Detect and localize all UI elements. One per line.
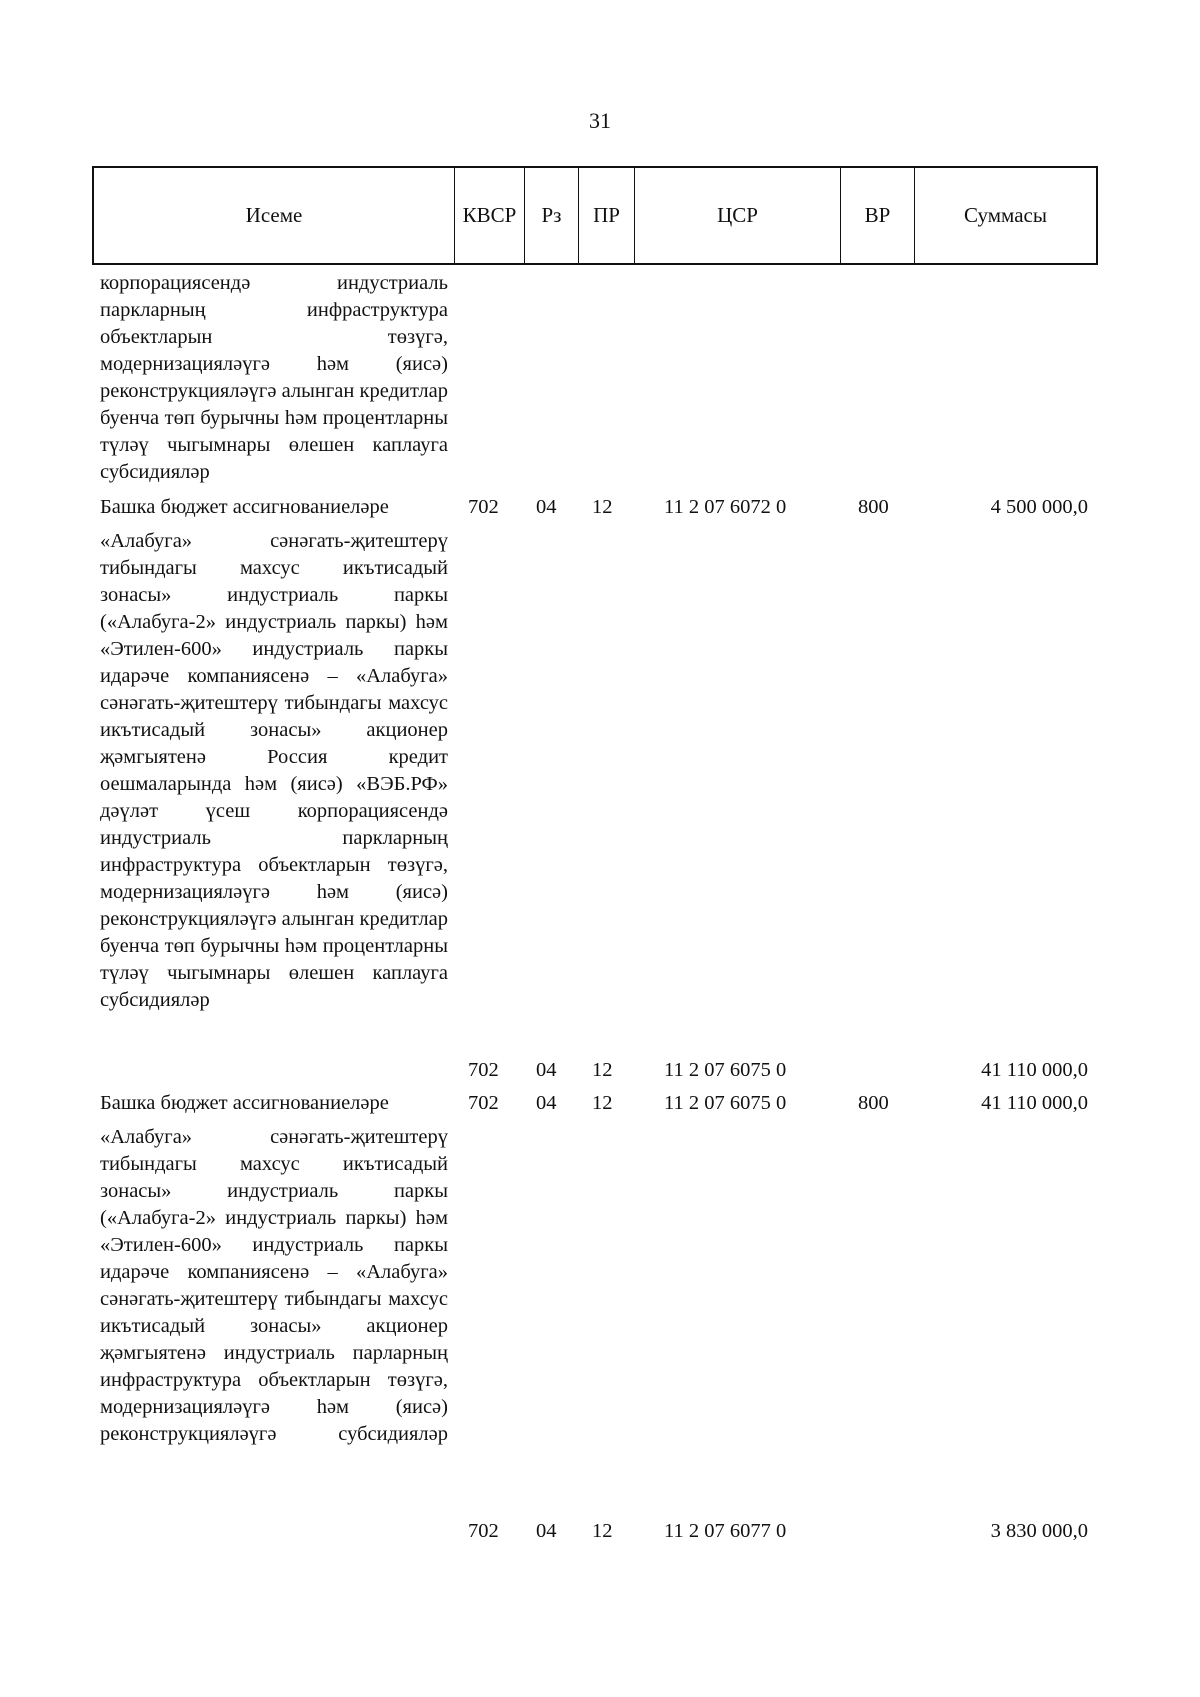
header-rz: Рз bbox=[525, 168, 579, 263]
row-sum: 4 500 000,0 bbox=[990, 496, 1088, 518]
row-pr: 12 bbox=[592, 1059, 613, 1081]
header-vr: ВР bbox=[841, 168, 915, 263]
row-pr: 12 bbox=[592, 1520, 613, 1542]
row-kvsr: 702 bbox=[468, 1092, 499, 1114]
row-csr: 11 2 07 6075 0 bbox=[664, 1092, 787, 1114]
page-number: 31 bbox=[589, 108, 611, 133]
row-kvsr: 702 bbox=[468, 496, 499, 518]
header-sum: Суммасы bbox=[964, 203, 1047, 227]
header-pr: ПР bbox=[579, 168, 635, 263]
row-kvsr: 702 bbox=[468, 1520, 499, 1542]
table-header bbox=[92, 166, 1098, 265]
row-rz: 04 bbox=[536, 1092, 557, 1114]
row-rz: 04 bbox=[536, 1059, 557, 1081]
row-name: «Алабуга» сәнәгать-җитештерү тибындагы махсус икътисадый зонасы» индустриаль паркы («Алабуга-2» индустриаль паркы) һәм «Этилен-600» индустриаль паркы идарәче компаниясенә – «Алабуга» сәнәгать-җитештерү тибындагы махсус икътисадый зонасы» акционер җәмгыятенә индустриаль парларның инфраструктура объектларын төзүгә, модернизацияләүгә һәм (яисә) реконструкцияләүгә субсидияләр bbox=[100, 1126, 448, 1445]
row-kvsr: 702 bbox=[468, 1059, 499, 1081]
header-name: Исеме bbox=[94, 168, 455, 263]
header-csr: ЦСР bbox=[635, 168, 841, 263]
row-pr: 12 bbox=[592, 496, 613, 518]
row-sum: 41 110 000,0 bbox=[981, 1059, 1088, 1081]
row-vr: 800 bbox=[858, 1092, 889, 1114]
header-kvsr: КВСР bbox=[455, 168, 525, 263]
row-name: Башка бюджет ассигнованиеләре bbox=[100, 1092, 389, 1114]
row-csr: 11 2 07 6072 0 bbox=[664, 496, 787, 518]
row-rz: 04 bbox=[536, 496, 557, 518]
row-pr: 12 bbox=[592, 1092, 613, 1114]
row-sum: 3 830 000,0 bbox=[990, 1520, 1088, 1542]
row-vr: 800 bbox=[858, 496, 889, 518]
row-name: «Алабуга» сәнәгать-җитештерү тибындагы махсус икътисадый зонасы» индустриаль паркы («Алабуга-2» индустриаль паркы) һәм «Этилен-600» индустриаль паркы идарәче компаниясенә – «Алабуга» сәнәгать-җитештерү тибындагы махсус икътисадый зонасы» акционер җәмгыятенә Россия кредит оешмаларында һәм (яисә) «ВЭБ.РФ» дәүләт үсеш корпорациясендә индустриаль паркларның инфраструктура объектларын төзүгә, модернизацияләүгә һәм (яисә) реконструкцияләүгә алынган кредитлар буенча төп бурычны һәм процентларны түләү чыгымнары өлешен каплауга субсидияләр bbox=[100, 530, 448, 1011]
row-csr: 11 2 07 6075 0 bbox=[664, 1059, 787, 1081]
row-csr: 11 2 07 6077 0 bbox=[664, 1520, 787, 1542]
row-name: корпорациясендә индустриаль паркларның инфраструктура объектларын төзүгә, модернизацияләүгә һәм (яисә) реконструкцияләүгә алынган кредитлар буенча төп бурычны һәм процентларны түләү чыгымнары өлешен каплауга субсидияләр bbox=[100, 272, 448, 483]
row-sum: 41 110 000,0 bbox=[981, 1092, 1088, 1114]
row-name: Башка бюджет ассигнованиеләре bbox=[100, 496, 389, 518]
row-rz: 04 bbox=[536, 1520, 557, 1542]
